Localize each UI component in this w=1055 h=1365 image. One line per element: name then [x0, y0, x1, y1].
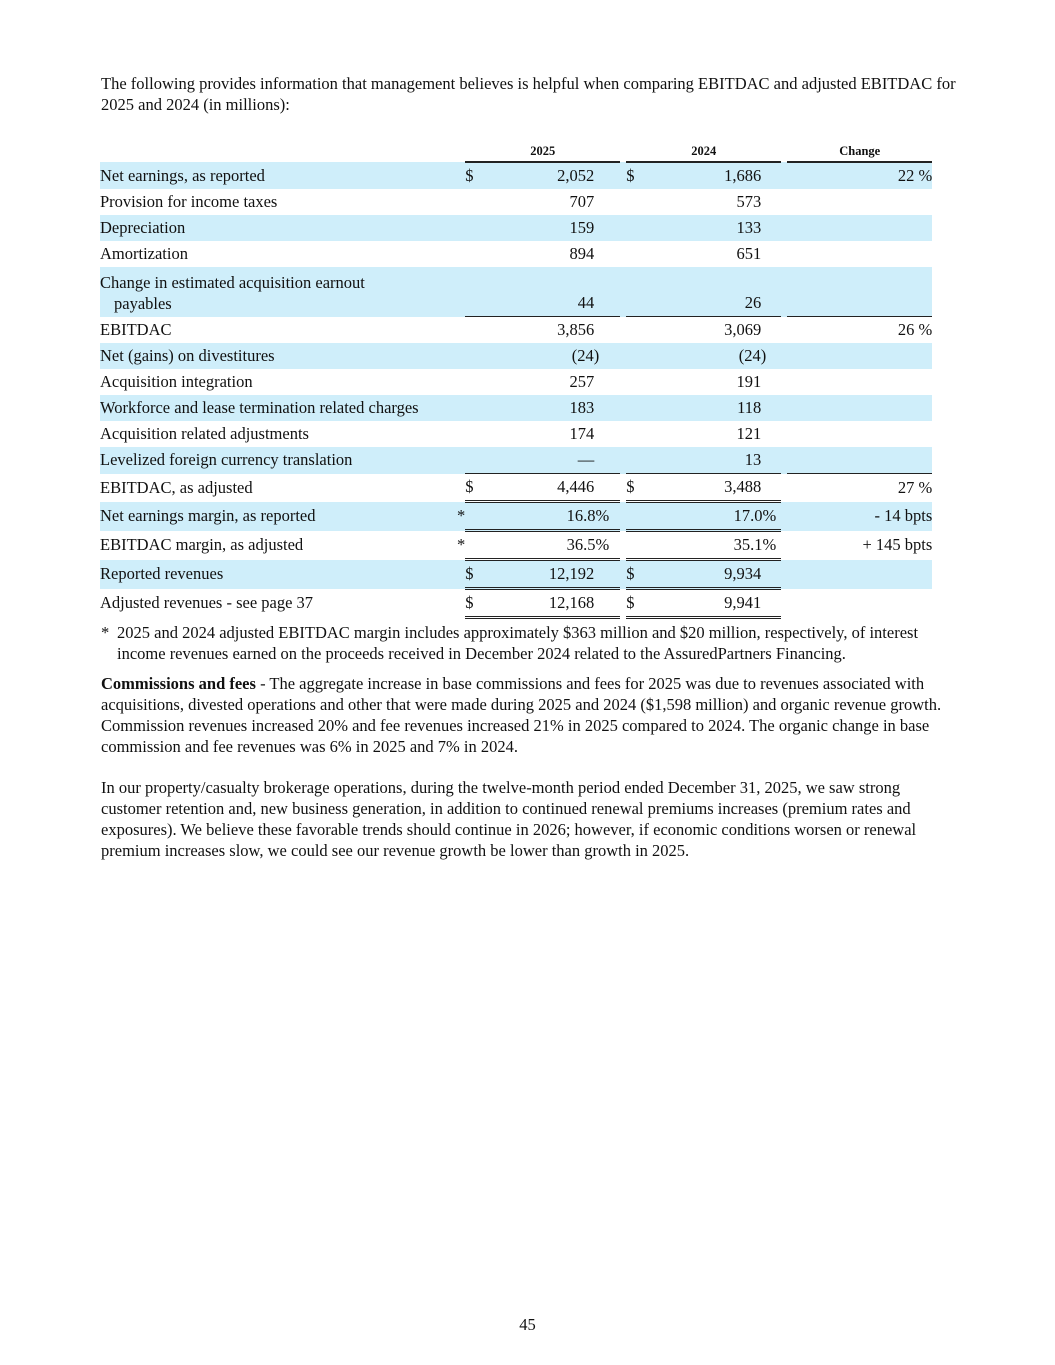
value-2024: 17.0%	[651, 502, 781, 531]
footnote-marker: *	[457, 502, 465, 531]
header-change: Change	[787, 142, 932, 162]
value-2024: 191	[736, 372, 762, 391]
value-change: - 14 bpts	[787, 502, 932, 531]
header-2024: 2024	[626, 142, 781, 162]
row-label: EBITDAC	[100, 319, 172, 339]
table-row	[100, 447, 932, 474]
value-2025: 36.5%	[490, 531, 620, 560]
value-2025: 12,168	[490, 589, 620, 618]
table-row	[100, 560, 932, 589]
value-2024: 3,488	[651, 474, 781, 502]
value-2024: 26	[651, 267, 781, 317]
row-label: Change in estimated acquisition earnout payables	[100, 267, 457, 317]
value-2025: 44	[490, 267, 620, 317]
intro-paragraph: The following provides information that management believes is helpful when comparing EBITDAC and adjusted EBITDAC for 2025 and 2024 (in millions):	[101, 74, 956, 114]
commissions-text: - The aggregate increase in base commissions and fees for 2025 was due to revenues associated with acquisitions, divested operations and other that were made during 2025 and 2024 ($1,598 million) and organic revenue growth. Commission revenues increased 20% and fee revenues increased 21% in 2025 compared to 2024. The organic change in base commission and fee revenues was 6% in 2025 and 7% in 2024.	[101, 674, 942, 756]
value-2024: (24)	[651, 343, 781, 369]
value-2025: —	[490, 447, 620, 474]
value-2025: 707	[569, 192, 595, 211]
value-2025: 894	[569, 244, 595, 263]
value-2025: 3,856	[557, 320, 595, 339]
table-row	[100, 531, 932, 560]
row-label: Adjusted revenues - see page 37	[100, 593, 314, 612]
value-change: + 145 bpts	[862, 535, 933, 554]
row-label: EBITDAC margin, as adjusted	[100, 535, 304, 554]
table-row	[100, 267, 932, 317]
value-2025: 16.8%	[490, 502, 620, 531]
currency-2025: $	[465, 162, 490, 189]
value-2024: 3,069	[724, 320, 762, 339]
value-2024: 13	[651, 447, 781, 474]
currency-2025: $	[465, 589, 490, 618]
table-row	[100, 369, 932, 395]
value-change: 27 %	[897, 477, 933, 497]
currency-2025: $	[465, 560, 490, 589]
property-casualty-paragraph: In our property/casualty brokerage operations, during the twelve-month period ended December 31, 2025, we saw strong customer retention and, new business generation, in addition to continued renewal premiums increases (premium rates and exposures). We believe these favorable trends should continue in 2026; however, if economic conditions worsen or renewal premium increases slow, we could see our revenue growth be lower than growth in 2025.	[101, 778, 917, 860]
currency-2024: $	[626, 474, 651, 502]
header-2025: 2025	[465, 142, 620, 162]
table-row	[100, 215, 932, 241]
ebitdac-table	[100, 142, 932, 619]
table-row	[100, 589, 932, 618]
table-row	[100, 421, 932, 447]
table-row	[100, 502, 932, 531]
row-label: Reported revenues	[100, 560, 457, 589]
row-label: Amortization	[100, 244, 188, 263]
currency-2024: $	[626, 589, 651, 618]
table-row	[100, 343, 932, 369]
value-change: 22 %	[787, 162, 932, 189]
table-row	[100, 189, 932, 215]
table-row	[100, 241, 932, 267]
value-2024: 573	[736, 192, 762, 211]
value-2024: 9,934	[651, 560, 781, 589]
value-2024: 35.1%	[651, 531, 781, 560]
currency-2024: $	[626, 162, 651, 189]
row-label: Depreciation	[100, 215, 457, 241]
footnote	[101, 622, 961, 664]
table-header-row	[100, 142, 932, 162]
row-label: Net earnings margin, as reported	[100, 502, 457, 531]
value-2024: 651	[736, 244, 762, 263]
commissions-paragraph	[101, 673, 961, 757]
value-2025: 2,052	[490, 162, 620, 189]
currency-2025: $	[465, 474, 490, 502]
value-change: 26 %	[897, 320, 933, 339]
row-label: Acquisition related adjustments	[100, 424, 309, 443]
footnote-text: 2025 and 2024 adjusted EBITDAC margin includes approximately $363 million and $20 million, respectively, of interest income revenues earned on the proceeds received in December 2024 related to the AssuredPartners Financing.	[117, 623, 919, 663]
value-2025: 183	[490, 395, 620, 421]
footnote-marker: *	[101, 623, 110, 642]
row-label: Levelized foreign currency translation	[100, 447, 457, 474]
value-2025: 159	[490, 215, 620, 241]
value-2025: 12,192	[490, 560, 620, 589]
row-label: Net (gains) on divestitures	[100, 343, 457, 369]
table-row	[100, 395, 932, 421]
row-label: Workforce and lease termination related charges	[100, 395, 457, 421]
table-row	[100, 474, 932, 502]
footnote-marker: *	[457, 535, 466, 554]
row-label: Provision for income taxes	[100, 192, 278, 211]
value-2025: 257	[569, 372, 595, 391]
value-2025: 174	[569, 424, 595, 443]
value-2025: (24)	[490, 343, 620, 369]
commissions-heading: Commissions and fees	[101, 674, 256, 693]
value-2024: 9,941	[651, 589, 781, 618]
value-2025: 4,446	[490, 474, 620, 502]
value-2024: 121	[736, 424, 762, 443]
value-2024: 1,686	[651, 162, 781, 189]
row-label: Net earnings, as reported	[100, 162, 457, 189]
table-row	[100, 317, 932, 344]
currency-2024: $	[626, 560, 651, 589]
row-label: EBITDAC, as adjusted	[100, 477, 253, 497]
value-2024: 118	[651, 395, 781, 421]
table-row	[100, 162, 932, 189]
value-2024: 133	[651, 215, 781, 241]
page-number: 45	[519, 1315, 536, 1334]
row-label: Acquisition integration	[100, 372, 253, 391]
